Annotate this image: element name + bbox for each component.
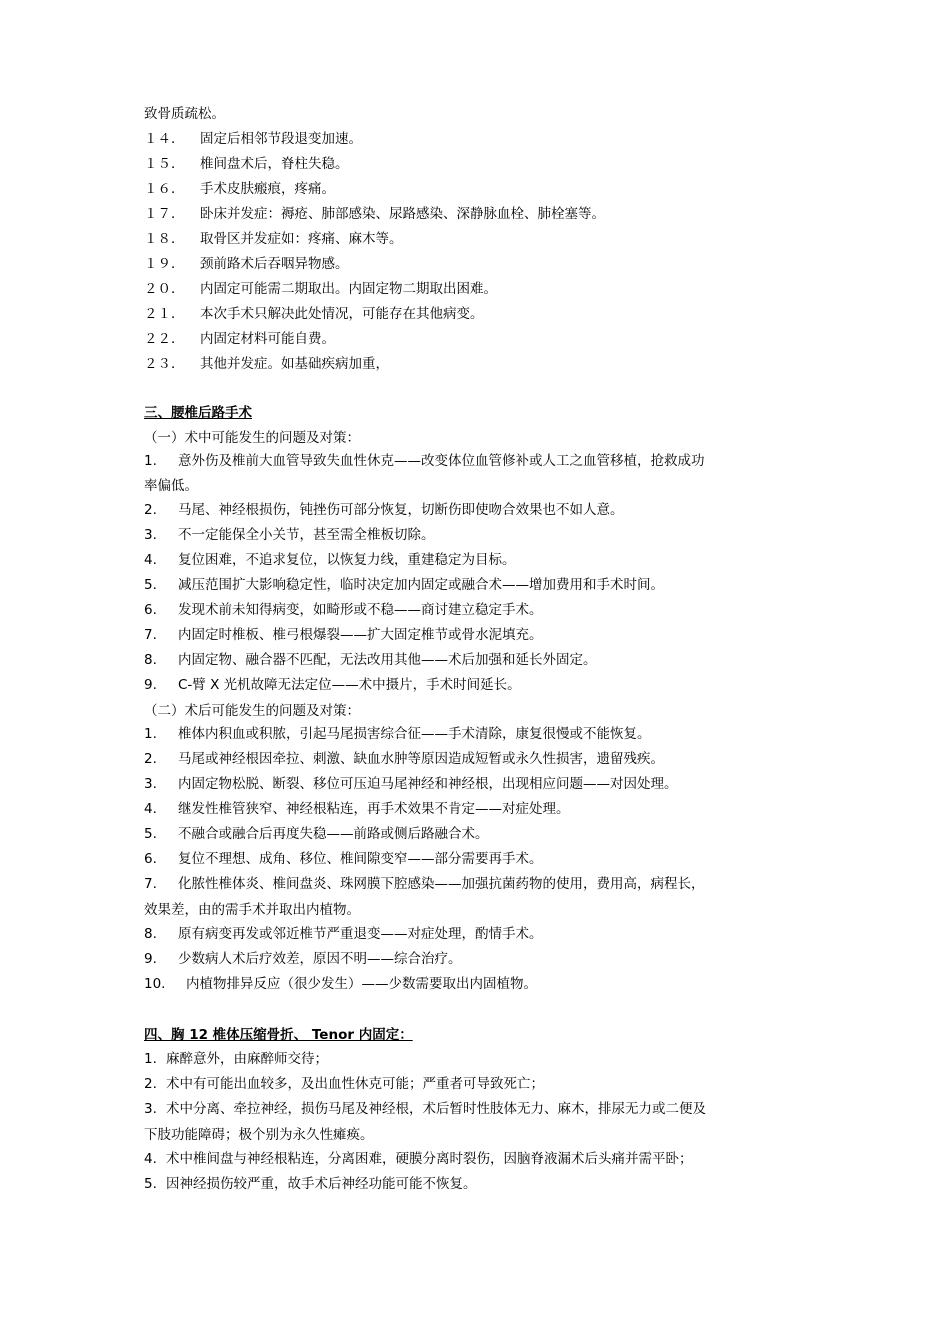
item-text: 化脓性椎体炎、椎间盘炎、珠网膜下腔感染——加强抗菌药物的使用，费用高，病程长， [178,876,705,892]
item-number: 8. [144,652,157,668]
list-item-continuation: 效果差，由的需手术并取出内植物。 [144,902,360,918]
item-text: 椎间盘术后，脊柱失稳。 [200,156,349,172]
list-item [144,330,335,348]
item-number: 4. [144,801,157,817]
item-text: 椎体内积血或积脓，引起马尾损害综合征——手术清除，康复很慢或不能恢复。 [178,726,651,742]
list-item [144,230,403,248]
item-number: 1. [144,453,157,469]
item-text: 取骨区并发症如：疼痛、麻木等。 [200,231,403,247]
list-item [144,925,543,943]
item-text: 固定后相邻节段退变加速。 [200,131,362,147]
item-number: 3. [144,776,157,792]
list-item [144,526,435,544]
list-item [144,850,543,868]
item-text: 复位困难，不追求复位，以恢复力线，重建稳定为目标。 [178,552,516,568]
list-item [144,255,349,273]
list-item [144,1100,706,1118]
item-number: 6. [144,602,157,618]
list-item [144,305,484,323]
item-text: 马尾或神经根因牵拉、刺激、缺血水肿等原因造成短暂或永久性损害，遗留残疾。 [178,751,664,767]
list-item [144,750,664,768]
item-number: 7. [144,876,157,892]
item-text: 少数病人术后疗效差，原因不明——综合治疗。 [178,951,462,967]
list-item [144,355,389,373]
item-number: 4. [144,552,157,568]
list-item [144,205,605,223]
item-number: ２１． [144,306,185,322]
item-number: 5. [144,826,157,842]
item-number: ２０． [144,281,185,297]
item-text: 内固定物、融合器不匹配，无法改用其他——术后加强和延长外固定。 [178,652,597,668]
item-number: １８． [144,231,185,247]
item-text: 复位不理想、成角、移位、椎间隙变窄——部分需要再手术。 [178,851,543,867]
item-text: 因神经损伤较严重，故手术后神经功能可能不恢复。 [166,1176,477,1192]
item-text: 马尾、神经根损伤，钝挫伤可部分恢复，切断伤即使吻合效果也不如人意。 [178,502,624,518]
item-number: 1. [144,726,157,742]
item-text: 其他并发症。如基础疾病加重， [200,356,389,372]
list-item [144,800,570,818]
list-item [144,1050,328,1068]
item-text: C-臂 X 光机故障无法定位——术中摄片，手术时间延长。 [178,677,521,693]
item-text: 内固定可能需二期取出。内固定物二期取出困难。 [200,281,497,297]
list-item [144,1075,544,1093]
item-number: １５． [144,156,185,172]
list-item [144,1175,477,1193]
list-item [144,180,335,198]
item-text: 卧床并发症：褥疮、肺部感染、尿路感染、深静脉血栓、肺栓塞等。 [200,206,605,222]
item-number: 2. [144,751,157,767]
item-text: 减压范围扩大影响稳定性，临时决定加内固定或融合术——增加费用和手术时间。 [178,577,664,593]
item-number: 4. [144,1151,157,1167]
item-number: 6. [144,851,157,867]
item-number: １４． [144,131,185,147]
continuation-line: 致骨质疏松。 [144,106,225,122]
item-number: 7. [144,627,157,643]
item-text: 继发性椎管狭窄、神经根粘连，再手术效果不肯定——对症处理。 [178,801,570,817]
subsection-heading: （二）术后可能发生的问题及对策： [144,703,360,719]
list-item [144,452,705,470]
list-item [144,601,543,619]
item-text: 麻醉意外，由麻醉师交待； [166,1051,328,1067]
subsection-heading: （一）术中可能发生的问题及对策： [144,430,360,446]
item-number: ２２． [144,331,185,347]
item-number: 3. [144,1101,157,1117]
list-item [144,626,543,644]
section-heading: 三、腰椎后路手术 [144,405,252,421]
item-text: 发现术前未知得病变，如畸形或不稳——商讨建立稳定手术。 [178,602,543,618]
item-text: 内固定材料可能自费。 [200,331,335,347]
list-item [144,825,489,843]
list-item [144,775,678,793]
list-item [144,676,521,694]
item-text: 不融合或融合后再度失稳——前路或侧后路融合术。 [178,826,489,842]
list-item [144,130,362,148]
list-item [144,725,651,743]
list-item-continuation: 率偏低。 [144,478,198,494]
list-item [144,551,516,569]
item-text: 本次手术只解决此处情况，可能存在其他病变。 [200,306,484,322]
item-text: 内植物排异反应（很少发生）——少数需要取出内固植物。 [186,976,537,992]
item-text: 手术皮肤瘢痕，疼痛。 [200,181,335,197]
item-number: ２３． [144,356,185,372]
list-item [144,280,497,298]
item-text: 意外伤及椎前大血管导致失血性休克——改变体位血管修补或人工之血管移植，抢救成功 [178,453,705,469]
section-heading: 四、胸 12 椎体压缩骨折、 Tenor 内固定： [144,1027,413,1043]
item-number: 5. [144,1176,157,1192]
item-text: 术中有可能出血较多，及出血性休克可能；严重者可导致死亡； [166,1076,544,1092]
item-number: １６． [144,181,185,197]
list-item [144,501,624,519]
list-item [144,1150,693,1168]
item-text: 不一定能保全小关节，甚至需全椎板切除。 [178,527,435,543]
item-number: 9. [144,951,157,967]
item-number: １９． [144,256,185,272]
item-number: 9. [144,677,157,693]
list-item [144,576,664,594]
list-item [144,651,597,669]
list-item [144,875,705,893]
item-number: 10. [144,976,166,992]
item-text: 颈前路术后吞咽异物感。 [200,256,349,272]
item-number: 8. [144,926,157,942]
item-number: 1. [144,1051,157,1067]
item-number: 3. [144,527,157,543]
list-item-continuation: 下肢功能障碍；极个别为永久性瘫痪。 [144,1127,374,1143]
list-item [144,155,349,173]
item-text: 原有病变再发或邻近椎节严重退变——对症处理，酌情手术。 [178,926,543,942]
item-text: 内固定时椎板、椎弓根爆裂——扩大固定椎节或骨水泥填充。 [178,627,543,643]
item-number: １７． [144,206,185,222]
item-number: 2. [144,1076,157,1092]
list-item [144,950,462,968]
item-text: 术中分离、牵拉神经，损伤马尾及神经根，术后暂时性肢体无力、麻木，排尿无力或二便及 [166,1101,706,1117]
list-item [144,975,537,993]
item-number: 2. [144,502,157,518]
item-text: 内固定物松脱、断裂、移位可压迫马尾神经和神经根，出现相应问题——对因处理。 [178,776,678,792]
item-text: 术中椎间盘与神经根粘连，分离困难，硬膜分离时裂伤，因脑脊液漏术后头痛并需平卧； [166,1151,693,1167]
item-number: 5. [144,577,157,593]
